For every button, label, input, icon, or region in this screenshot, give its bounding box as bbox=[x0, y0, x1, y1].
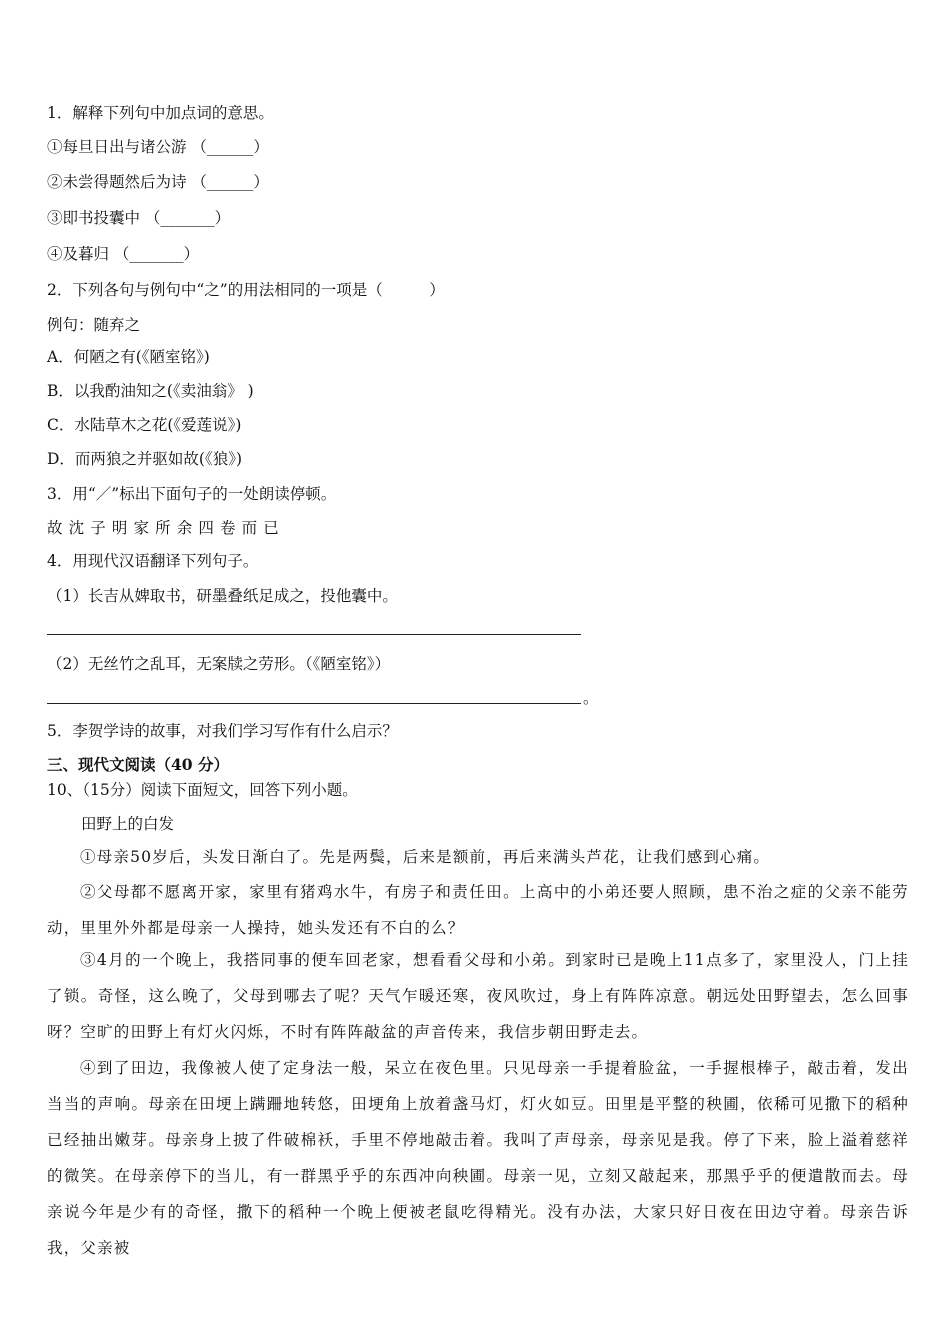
q2-example: 例句：随弃之 bbox=[47, 316, 141, 334]
q1-item-2: ②未尝得题然后为诗 （______） bbox=[47, 173, 269, 191]
article-paragraph-2: ②父母都不愿离开家，家里有猪鸡水牛，有房子和责任田。上高中的小弟还要人照顾，患不治之症的父亲不能劳动，里里外外都是母亲一人操持，她头发还有不白的么？ bbox=[47, 883, 909, 937]
q2-option-a: A．何陋之有(《陋室铭》) bbox=[47, 348, 210, 366]
q3-title: 3．用“／”标出下面句子的一处朗读停顿。 bbox=[47, 485, 337, 503]
q1-item-1: ①每旦日出与诸公游 （______） bbox=[47, 138, 269, 156]
q1-item-3: ③即书投囊中 （_______） bbox=[47, 209, 231, 227]
q2-option-d: D．而两狼之并驱如故(《狼》) bbox=[47, 450, 243, 468]
article-paragraph-1: ①母亲50岁后，头发日渐白了。先是两鬓，后来是额前，再后来满头芦花，让我们感到心痛。 bbox=[80, 848, 771, 866]
answer-line-2[interactable] bbox=[47, 703, 581, 704]
q2-title: 2．下列各句与例句中“之”的用法相同的一项是（ ） bbox=[47, 281, 445, 299]
answer-line-1[interactable] bbox=[47, 634, 581, 635]
q1-title: 1．解释下列句中加点词的意思。 bbox=[47, 104, 274, 122]
q5-title: 5．李贺学诗的故事，对我们学习写作有什么启示？ bbox=[47, 722, 398, 740]
article-paragraph-3: ③4月的一个晚上，我搭同事的便车回老家，想看看父母和小弟。到家时已是晚上11点多了，家里没人，门上挂了锁。奇怪，这么晚了，父母到哪去了呢？天气乍暖还寒，夜风吹过，身上有阵阵凉意。朝远处田野望去，怎么回事呀？空旷的田野上有灯火闪烁，不时有阵阵敲盆的声音传来，我信步朝田野走去。 bbox=[47, 951, 909, 1041]
article-title: 田野上的白发 bbox=[81, 815, 175, 833]
q3-sentence: 故 沈 子 明 家 所 余 四 卷 而 已 bbox=[47, 519, 280, 537]
q2-option-c: C．水陆草木之花(《爱莲说》) bbox=[47, 416, 242, 434]
q1-item-4: ④及暮归 （_______） bbox=[47, 245, 200, 263]
q2-option-b: B．以我酌油知之(《卖油翁》 ) bbox=[47, 382, 254, 400]
article-paragraph-4: ④到了田边，我像被人使了定身法一般，呆立在夜色里。只见母亲一手提着脸盆，一手握根棒子，敲击着，发出当当的声响。母亲在田埂上蹒跚地转悠，田埂角上放着盏马灯，灯火如豆。田里是平整的秧圃，依稀可见撒下的稻种已经抽出嫩芽。母亲身上披了件破棉袄，手里不停地敲击着。我叫了声母亲，母亲见是我。停了下来，脸上溢着慈祥的微笑。在母亲停下的当儿，有一群黑乎乎的东西冲向秧圃。母亲一见，立刻又敲起来，那黑乎乎的便遣散而去。母亲说今年是少有的奇怪，撒下的稻种一个晚上便被老鼠吃得精光。没有办法，大家只好日夜在田边守着。母亲告诉我，父亲被 bbox=[47, 1059, 909, 1257]
answer-end-mark: 。 bbox=[583, 689, 599, 707]
q4-title: 4．用现代汉语翻译下列句子。 bbox=[47, 552, 259, 570]
section-heading: 三、现代文阅读（40 分） bbox=[47, 755, 229, 774]
q4-sentence-2: （2）无丝竹之乱耳，无案牍之劳形。（《陋室铭》） bbox=[47, 655, 391, 673]
q4-sentence-1: （1）长吉从婢取书，研墨叠纸足成之，投他囊中。 bbox=[47, 587, 398, 605]
q10-instruction: 10、（15分）阅读下面短文，回答下列小题。 bbox=[47, 781, 358, 799]
